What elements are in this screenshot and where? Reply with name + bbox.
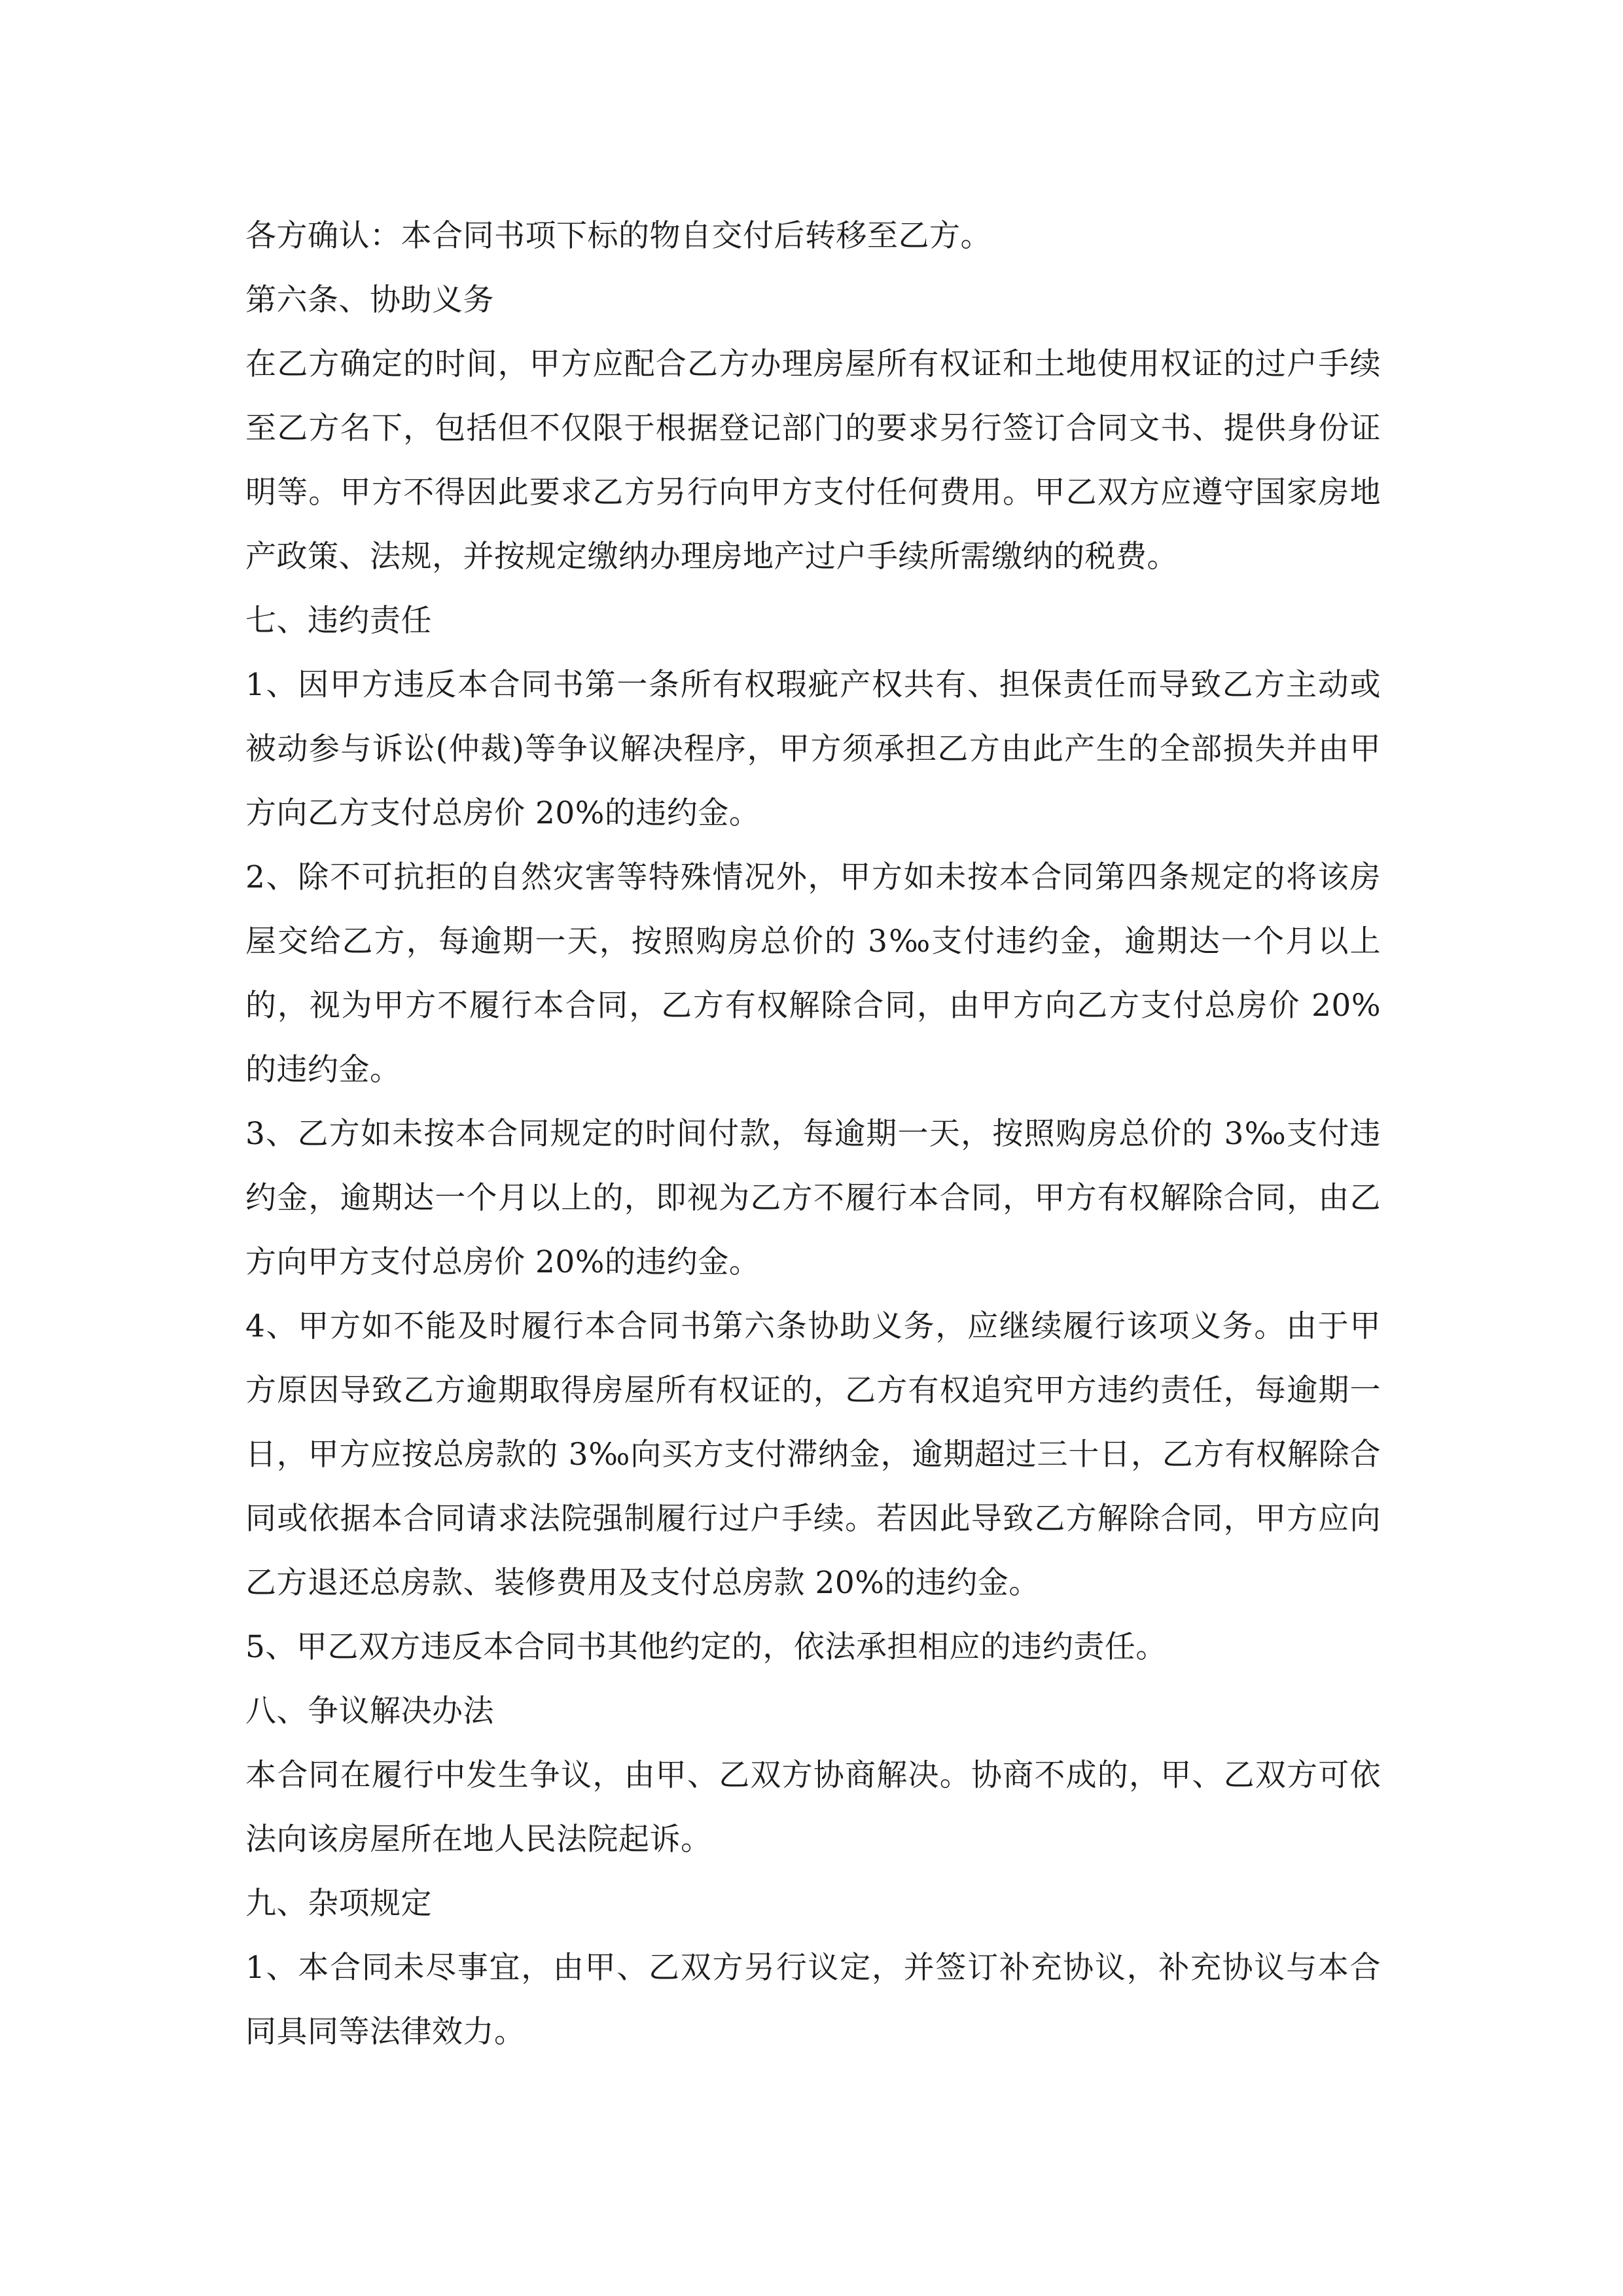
document-body [245,204,1381,2064]
paragraph-article-8: 本合同在履行中发生争议，由甲、乙双方协商解决。协商不成的，甲、乙双方可依法向该房屋所在地人民法院起诉。 [245,1757,1381,1857]
paragraph-article-7-item-2: 2、除不可抗拒的自然灾害等特殊情况外，甲方如未按本合同第四条规定的将该房屋交给乙方，每逾期一天，按照购房总价的 3‰支付违约金，逾期达一个月以上的，视为甲方不履行本合同，乙方有权解除合同，由甲方向乙方支付总房价 20%的违约金。 [245,859,1381,1088]
heading-article-9-miscellaneous: 九、杂项规定 [245,1886,432,1922]
paragraph-article-6: 在乙方确定的时间，甲方应配合乙方办理房屋所有权证和土地使用权证的过户手续至乙方名下，包括但不仅限于根据登记部门的要求另行签订合同文书、提供身份证明等。甲方不得因此要求乙方另行向甲方支付任何费用。甲乙双方应遵守国家房地产政策、法规，并按规定缴纳办理房地产过户手续所需缴纳的税费。 [245,346,1381,575]
heading-article-7-breach-liability: 七、违约责任 [245,603,432,639]
paragraph-article-7-item-5: 5、甲乙双方违反本合同书其他约定的，依法承担相应的违约责任。 [245,1629,1167,1665]
paragraph-article-7-item-1: 1、因甲方违反本合同书第一条所有权瑕疵产权共有、担保责任而导致乙方主动或被动参与诉讼(仲裁)等争议解决程序，甲方须承担乙方由此产生的全部损失并由甲方向乙方支付总房价 20%的违约金。 [245,667,1381,831]
heading-article-8-dispute-resolution: 八、争议解决办法 [245,1693,494,1729]
paragraph-article-9-item-1: 1、本合同未尽事宜，由甲、乙双方另行议定，并签订补充协议，补充协议与本合同具同等法律效力。 [245,1950,1381,2050]
paragraph-article-7-item-3: 3、乙方如未按本合同规定的时间付款，每逾期一天，按照购房总价的 3‰支付违约金，逾期达一个月以上的，即视为乙方不履行本合同，甲方有权解除合同，由乙方向甲方支付总房价 20%的违约金。 [245,1116,1381,1280]
paragraph-article-7-item-4: 4、甲方如不能及时履行本合同书第六条协助义务，应继续履行该项义务。由于甲方原因导致乙方逾期取得房屋所有权证的，乙方有权追究甲方违约责任，每逾期一日，甲方应按总房款的 3‰向买方支付滞纳金，逾期超过三十日，乙方有权解除合同或依据本合同请求法院强制履行过户手续。若因此导致乙方解除合同，甲方应向乙方退还总房款、装修费用及支付总房款 20%的违约金。 [245,1308,1381,1601]
heading-article-6-assistance-obligation: 第六条、协助义务 [245,282,494,318]
paragraph-transfer-confirmation: 各方确认：本合同书项下标的物自交付后转移至乙方。 [245,218,991,254]
